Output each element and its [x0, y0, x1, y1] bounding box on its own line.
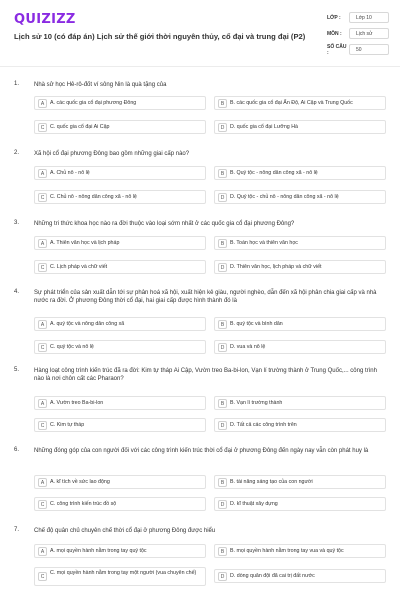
quizizz-logo: QUIZIZZ [14, 12, 76, 27]
meta-value: 50 [349, 44, 389, 55]
option-b[interactable] [214, 396, 386, 410]
option-letter: D [218, 500, 227, 509]
meta-label: LỚP : [327, 14, 341, 21]
option-letter: B [218, 169, 227, 178]
option-letter: A [38, 99, 47, 108]
question-number: 6. [14, 447, 20, 453]
option-a[interactable] [34, 475, 206, 489]
option-letter: B [218, 239, 227, 248]
meta-row-count [327, 43, 389, 56]
meta-row-subject [327, 27, 389, 40]
question-number: 2. [14, 150, 20, 156]
option-b[interactable] [214, 317, 386, 331]
option-text: A. Thiên văn học và lịch pháp [50, 240, 120, 246]
option-d[interactable] [214, 497, 386, 511]
option-letter: D [218, 123, 227, 132]
option-text: C. mọi quyền hành nằm trong tay một người (vua chuyên chế) [50, 570, 197, 576]
option-letter: B [218, 478, 227, 487]
question-text: Hàng loạt công trình kiến trúc đã ra đời: Kim tự tháp Ai Cập, Vườn treo Ba-bi-lon, Vạn lí trường thành ở Trung Quốc,... công trình nào là nơi chôn cất các Pharaon? [34, 368, 377, 382]
option-letter: A [38, 169, 47, 178]
question-text: Những tri thức khoa học nào ra đời thuộc vào loại sớm nhất ở các quốc gia cổ đại phương Đông? [34, 221, 295, 227]
option-c[interactable] [34, 567, 206, 586]
option-text: A. Chủ nô - nô lệ [50, 170, 90, 176]
option-letter: D [218, 193, 227, 202]
option-text: B. quý tộc và bình dân [230, 321, 283, 327]
option-c[interactable] [34, 120, 206, 134]
option-text: C. công trình kiến trúc đồ sộ [50, 501, 117, 507]
option-d[interactable] [214, 120, 386, 134]
option-a[interactable] [34, 396, 206, 410]
option-text: D. kĩ thuật xây dựng [230, 501, 278, 507]
option-c[interactable] [34, 418, 206, 432]
option-text: C. quý tộc và nô lệ [50, 344, 94, 350]
option-text: A. mọi quyền hành nằm trong tay quý tộc [50, 548, 147, 554]
option-letter: C [38, 343, 47, 352]
option-letter: D [218, 263, 227, 272]
option-letter: D [218, 421, 227, 430]
page-title: Lịch sử 10 (có đáp án) Lịch sử thế giới thời nguyên thủy, cổ đại và trung đại (P2) [14, 32, 306, 41]
question-number: 1. [14, 81, 20, 87]
option-c[interactable] [34, 340, 206, 354]
option-text: D. vua và nô lệ [230, 344, 266, 350]
option-a[interactable] [34, 317, 206, 331]
option-text: D. Quý tộc - chủ nô - nông dân công xã - nô lệ [230, 194, 339, 200]
option-c[interactable] [34, 190, 206, 204]
option-text: C. Chủ nô - nông dân công xã - nô lệ [50, 194, 137, 200]
option-text: C. quốc gia cổ đại Ai Cập [50, 124, 110, 130]
question-text: Những đóng góp của con người đối với các công trình kiến trúc thời cổ đại ở phương Đông đến ngày nay vẫn còn phát huy là [34, 448, 369, 454]
option-text: B. mọi quyền hành nằm trong tay vua và quý tộc [230, 548, 344, 554]
header-divider [0, 66, 400, 67]
question-number: 4. [14, 289, 20, 295]
option-text: D. Tất cả các công trình trên [230, 422, 297, 428]
option-text: A. quý tộc và nông dân công xã [50, 321, 125, 327]
option-d[interactable] [214, 260, 386, 274]
option-letter: C [38, 572, 47, 581]
question-number: 3. [14, 220, 20, 226]
option-letter: A [38, 399, 47, 408]
option-d[interactable] [214, 340, 386, 354]
option-text: D. dòng quân đội đã cai trị đất nước [230, 573, 315, 579]
meta-label: SỐ CÂU : [327, 43, 347, 56]
header [0, 0, 400, 62]
option-a[interactable] [34, 236, 206, 250]
option-d[interactable] [214, 418, 386, 432]
option-text: D. quốc gia cổ đại Lưỡng Hà [230, 124, 298, 130]
option-letter: C [38, 500, 47, 509]
option-letter: C [38, 193, 47, 202]
option-a[interactable] [34, 544, 206, 558]
option-letter: A [38, 239, 47, 248]
question-text: Chế độ quân chủ chuyên chế thời cổ đại ở phương Đông được hiểu [34, 528, 216, 534]
option-d[interactable] [214, 569, 386, 583]
option-text: C. Lịch pháp và chữ viết [50, 264, 108, 270]
question-text: Sự phát triển của sản xuất dẫn tới sự phân hoá xã hội, xuất hiện kẻ giàu, người nghèo, dẫn đến xã hội phân chia giai cấp và nhà nước ra đời. Ở phương Đông thời cổ đại, hai giai cấp được hình thành đó là [34, 290, 377, 304]
option-b[interactable] [214, 236, 386, 250]
question-text: Nhà sử học Hê-rô-đốt ví sông Nin là quà tặng của [34, 82, 167, 88]
option-text: B. tài năng sáng tạo của con người [230, 479, 313, 485]
option-letter: B [218, 320, 227, 329]
question-number: 5. [14, 367, 20, 373]
option-b[interactable] [214, 544, 386, 558]
option-text: C. Kim tự tháp [50, 422, 85, 428]
option-a[interactable] [34, 96, 206, 110]
option-letter: B [218, 547, 227, 556]
option-d[interactable] [214, 190, 386, 204]
option-letter: A [38, 478, 47, 487]
meta-panel [327, 11, 389, 59]
option-letter: D [218, 343, 227, 352]
option-b[interactable] [214, 166, 386, 180]
option-letter: C [38, 123, 47, 132]
option-text: B. Quý tộc - nông dân công xã - nô lệ [230, 170, 318, 176]
option-c[interactable] [34, 260, 206, 274]
meta-value: Lịch sử [349, 28, 389, 39]
option-letter: C [38, 421, 47, 430]
option-text: B. các quốc gia cổ đại Ấn Độ, Ai Cập và Trung Quốc [230, 100, 353, 106]
option-b[interactable] [214, 96, 386, 110]
option-letter: B [218, 399, 227, 408]
option-letter: A [38, 547, 47, 556]
option-text: A. kĩ tích về sức lao động [50, 479, 110, 485]
option-a[interactable] [34, 166, 206, 180]
option-letter: C [38, 263, 47, 272]
option-c[interactable] [34, 497, 206, 511]
question-number: 7. [14, 527, 20, 533]
option-text: B. Toán học và thiên văn học [230, 240, 298, 246]
option-text: A. Vườn treo Ba-bi-lon [50, 400, 104, 406]
option-letter: B [218, 99, 227, 108]
meta-value: Lớp 10 [349, 12, 389, 23]
meta-label: MÔN : [327, 30, 342, 37]
option-text: B. Vạn lí trường thành [230, 400, 283, 406]
option-text: D. Thiên văn học, lịch pháp và chữ viết [230, 264, 322, 270]
question-text: Xã hội cổ đại phương Đông bao gồm những giai cấp nào? [34, 151, 190, 157]
option-text: A. các quốc gia cổ đại phương Đông [50, 100, 137, 106]
option-letter: A [38, 320, 47, 329]
option-b[interactable] [214, 475, 386, 489]
option-letter: D [218, 572, 227, 581]
meta-row-class [327, 11, 389, 24]
